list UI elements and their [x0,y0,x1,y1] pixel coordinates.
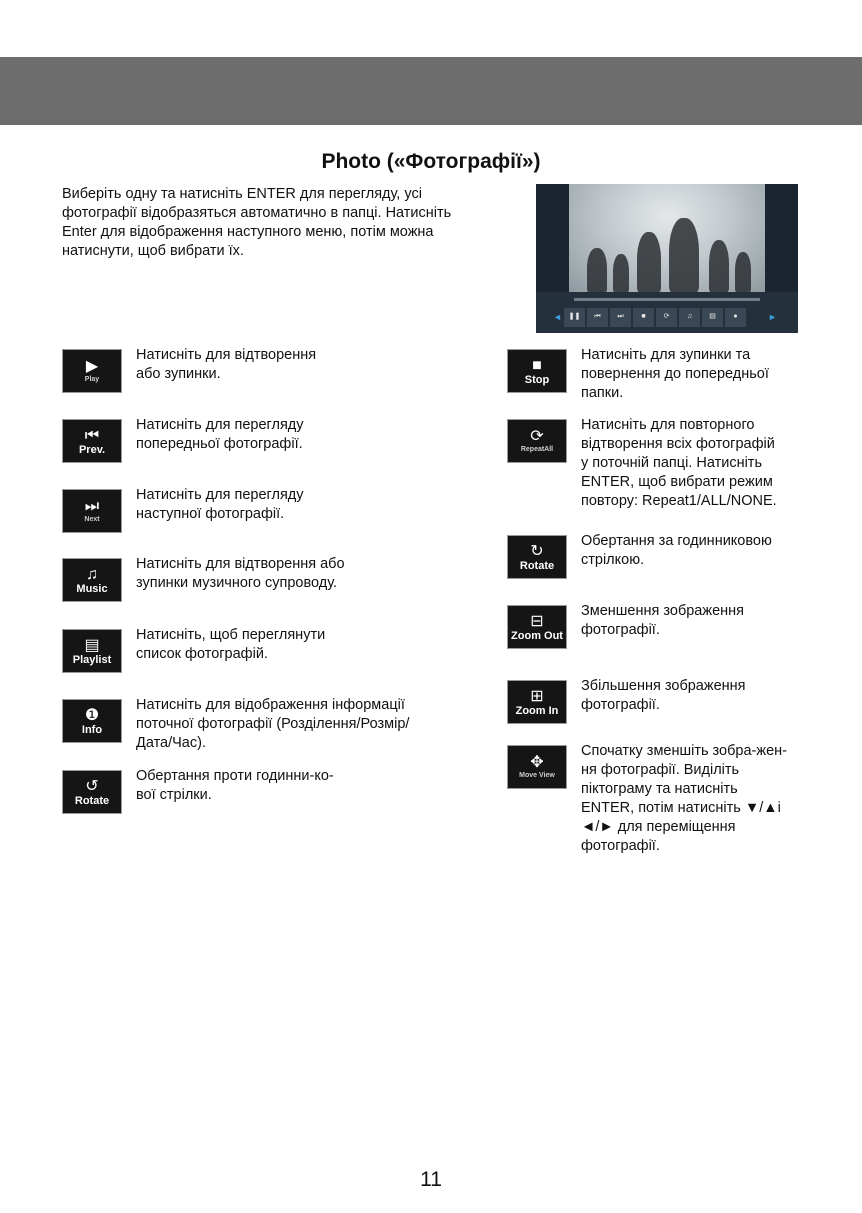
description-line: Натисніть для повторного [581,417,755,433]
description-line: список фотографій. [136,646,268,662]
item-description [581,602,811,649]
item-description [136,346,446,393]
legend-item [507,680,811,724]
play-icon [62,349,122,393]
icon-glyph: ■ [532,356,542,374]
item-description [581,532,811,579]
legend-item [62,419,446,463]
icon-label: Stop [524,373,550,386]
rotate-ccw-icon [62,770,122,814]
pause-icon[interactable]: ❚❚ [564,308,585,327]
icon-glyph: ⏮ [84,426,100,444]
intro-line: Enter для відображення наступного меню, потім можна [62,224,434,240]
legend-item [62,558,446,602]
legend-item [62,349,446,393]
move-view-icon [507,745,567,789]
header-bar [0,57,862,125]
icon-label: RepeatAll [520,446,554,453]
description-line: наступної фотографії. [136,506,285,522]
intro-line: натиснути, щоб вибрати їх. [62,243,244,259]
icon-label: Rotate [519,559,555,572]
description-line: фотографії. [581,622,660,638]
icon-glyph: ❶ [84,706,100,724]
control-buttons [564,308,746,327]
description-line: Дата/Час). [136,735,206,751]
legend-item [62,699,446,753]
item-description [581,742,811,856]
description-line: папки. [581,385,624,401]
next-icon [62,489,122,533]
repeat-all-icon [507,419,567,463]
prev-icon[interactable]: ⏮ [587,308,608,327]
description-line: Натисніть для відтворення [136,347,317,363]
icon-glyph: ⟳ [530,428,544,445]
next-icon[interactable]: ⏭ [610,308,631,327]
description-line: Обертання проти годинни-ко- [136,768,334,784]
icon-label: Move View [519,772,555,779]
item-description [136,486,446,533]
icon-label: Info [81,723,103,736]
description-line: попередньої фотографії. [136,436,303,452]
info-icon [62,699,122,743]
description-line: Натисніть для відтворення або [136,556,345,572]
description-line: у поточній папці. Натисніть [581,455,762,471]
prev-icon [62,419,122,463]
item-description [136,416,446,463]
legend-item [62,489,446,533]
icon-label: Zoom In [515,704,559,717]
legend-item [507,419,811,511]
playlist-icon[interactable]: ▤ [702,308,723,327]
icon-glyph: ✥ [530,754,544,771]
zoom-in-icon [507,680,567,724]
icon-label: Zoom Out [511,629,563,642]
legend-item [62,629,446,673]
description-line: поточної фотографії (Розділення/Розмір/ [136,716,410,732]
icon-glyph: ▶ [85,358,99,375]
icon-label: Play [84,376,100,383]
repeat-icon[interactable]: ⟳ [656,308,677,327]
legend-item [507,349,811,403]
legend-item [507,535,811,579]
description-line: або зупинки. [136,366,221,382]
description-line: піктограму та натисніть [581,781,738,797]
description-line: Натисніть для перегляду [136,487,304,503]
description-line: зупинки музичного супроводу. [136,575,338,591]
description-line: повернення до попередньої [581,366,769,382]
description-line: Обертання за годинниковою [581,533,772,549]
right-arrow-icon: ► [768,312,777,322]
description-line: ENTER, щоб вибрати режим [581,474,773,490]
description-line: відтворення всіх фотографій [581,436,775,452]
page-number: 11 [420,1168,442,1191]
intro-line: Виберіть одну та натисніть ENTER для перегляду, усі [62,186,422,202]
music-icon[interactable]: ♫ [679,308,700,327]
description-line: вої стрілки. [136,787,212,803]
description-line: Натисніть, щоб переглянути [136,627,326,643]
icon-label: Playlist [72,653,112,666]
icon-label: Prev. [78,443,106,456]
description-line: ня фотографії. Виділіть [581,762,740,778]
rotate-cw-icon [507,535,567,579]
item-description [136,767,446,814]
item-description [581,416,811,511]
photo-scene [569,184,765,292]
icon-glyph: ⊟ [530,612,544,630]
legend-item [507,745,811,856]
icon-glyph: ↺ [85,777,99,795]
icon-label: Rotate [74,794,110,807]
item-description [581,677,811,724]
item-description [136,696,446,753]
stop-icon [507,349,567,393]
page-title: Photo («Фотографії») [321,150,541,173]
progress-track [574,298,760,301]
description-line: ◄/► для переміщення [581,819,736,835]
icon-glyph: ▤ [84,636,100,654]
left-arrow-icon: ◄ [553,312,562,322]
icon-glyph: ⏭ [84,498,100,515]
item-description [136,555,446,602]
description-line: Натисніть для перегляду [136,417,304,433]
description-line: фотографії. [581,697,660,713]
description-line: стрілкою. [581,552,645,568]
icon-glyph: ♫ [86,565,98,583]
photo-screenshot [536,184,798,333]
music-icon [62,558,122,602]
icon-label: Music [76,582,108,595]
description-line: Збільшення зображення [581,678,746,694]
description-line: фотографії. [581,838,660,854]
description-line: ENTER, потім натисніть ▼/▲і [581,800,781,816]
photo-control-bar [536,292,798,333]
description-line: Зменшення зображення [581,603,745,619]
icon-glyph: ⊞ [530,687,544,705]
legend-item [507,605,811,649]
intro-line: фотографії відобразяться автоматично в папці. Натисніть [62,205,452,221]
description-line: Натисніть для відображення інформації [136,697,405,713]
item-description [136,626,446,673]
description-line: Натисніть для зупинки та [581,347,751,363]
zoom-out-icon [507,605,567,649]
intro-text [62,185,502,261]
description-line: Спочатку зменшіть зобра-жен- [581,743,787,759]
stop-icon[interactable]: ■ [633,308,654,327]
description-line: повтору: Repeat1/ALL/NONE. [581,493,777,509]
icon-label: Next [84,516,100,523]
playlist-icon [62,629,122,673]
info-icon[interactable]: ● [725,308,746,327]
item-description [581,346,811,403]
legend-item [62,770,446,814]
icon-glyph: ↻ [530,542,544,560]
